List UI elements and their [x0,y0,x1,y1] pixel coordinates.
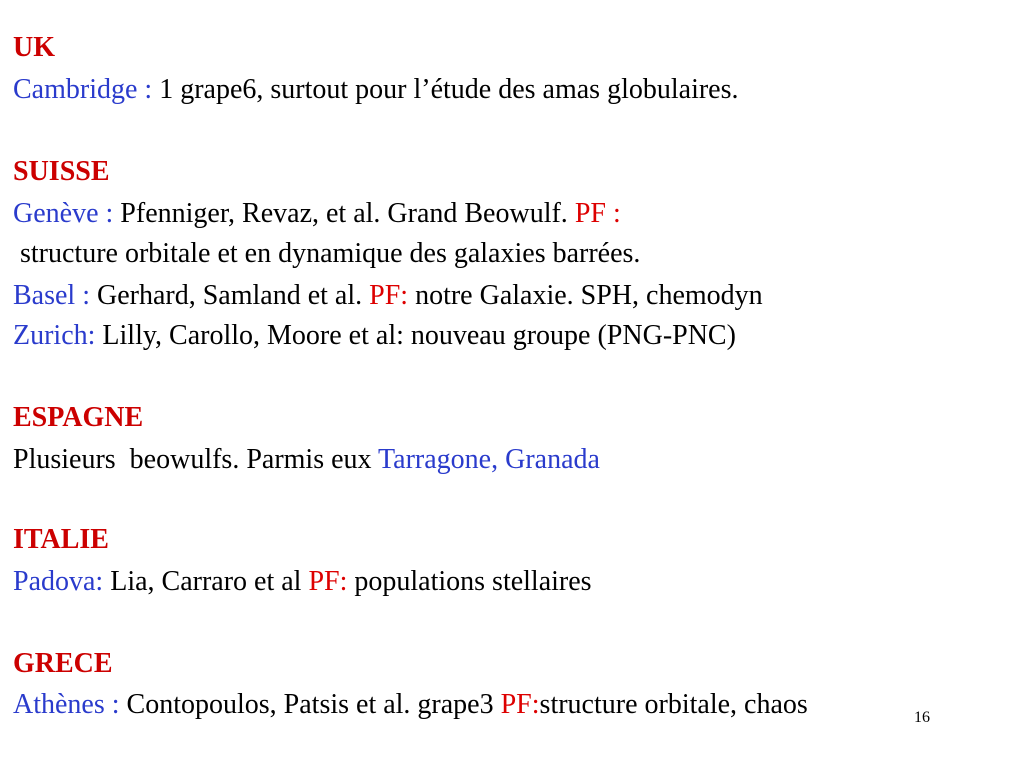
text-cambridge: 1 grape6, surtout pour l’étude des amas globulaires. [159,74,739,105]
text-padova: Lia, Carraro et al [103,566,309,597]
pf-athenes: PF: [500,689,540,720]
places-espagne: Tarragone, Granada [378,444,600,475]
place-geneve: Genève : [13,198,121,229]
heading-italie: ITALIE [13,524,109,555]
topic-athenes: structure orbitale, chaos [539,689,808,720]
text-espagne: Plusieurs beowulfs. Parmis eux [13,444,379,475]
place-athenes: Athènes : [13,689,127,720]
heading-espagne: ESPAGNE [13,402,144,433]
heading-suisse: SUISSE [13,156,110,187]
line-athenes [13,688,808,722]
text-geneve: Pfenniger, Revaz, et al. Grand Beowulf. [120,198,575,229]
heading-grece: GRECE [13,648,113,679]
line-basel [13,279,763,313]
text-athenes: Contopoulos, Patsis et al. grape3 [126,689,501,720]
line-zurich [13,319,736,353]
topic-basel: notre Galaxie. SPH, chemodyn [408,280,763,311]
page-number: 16 [914,709,930,726]
pf-basel: PF: [369,280,409,311]
line-cambridge [13,73,739,107]
place-padova: Padova: [13,566,104,597]
text-zurich: Lilly, Carollo, Moore et al: nouveau groupe (PNG-PNC) [95,320,736,351]
place-basel: Basel : [13,280,97,311]
place-zurich: Zurich: [13,320,96,351]
line-geneve-topic: structure orbitale et en dynamique des galaxies barrées. [13,238,641,269]
text-basel: Gerhard, Samland et al. [97,280,370,311]
pf-padova: PF: [308,566,348,597]
heading-uk: UK [13,32,55,63]
place-cambridge: Cambridge : [13,74,160,105]
line-padova [13,565,592,599]
line-espagne [13,443,600,477]
line-geneve [13,197,621,231]
topic-padova: populations stellaires [347,566,592,597]
pf-geneve: PF : [574,198,621,229]
